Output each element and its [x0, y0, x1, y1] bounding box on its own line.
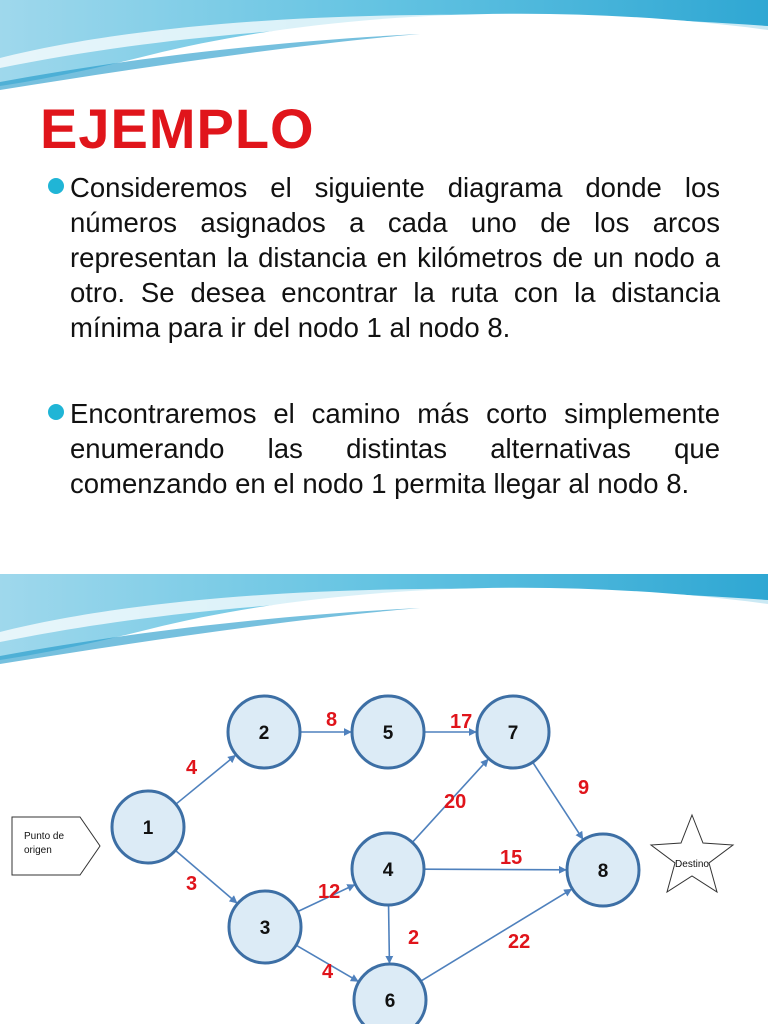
edge-weight-5-7: 17	[450, 711, 473, 733]
bullet-item-1	[48, 170, 720, 345]
edge-weight-4-7: 20	[444, 791, 467, 813]
node-4	[352, 833, 424, 905]
node-label-5: 5	[382, 723, 394, 744]
slide-title: EJEMPLO	[40, 97, 315, 160]
edge-weight-4-8: 15	[500, 847, 523, 869]
network-diagram	[0, 574, 768, 1024]
node-label-8: 8	[597, 861, 609, 882]
edge-weight-1-3: 3	[186, 873, 198, 895]
edge-weight-7-8: 9	[578, 777, 590, 799]
bullet-text-2: Encontraremos el camino más corto simplemente enumerando las distintas alternativas que comenzando en el nodo 1 permita llegar al nodo 8.	[70, 398, 720, 499]
edge-weight-2-5: 8	[326, 709, 338, 731]
node-8	[567, 834, 639, 906]
origin-label-line2: origen	[24, 845, 52, 856]
edge-weight-3-6: 4	[322, 961, 334, 983]
node-5	[352, 696, 424, 768]
origin-arrow-shape	[12, 817, 100, 875]
nodes-layer	[112, 696, 639, 1024]
node-label-3: 3	[259, 918, 271, 939]
edge-7-8	[533, 762, 583, 839]
edge-4-8	[424, 869, 566, 870]
destination-label: Destino	[675, 859, 709, 870]
edge-weight-6-8: 22	[508, 931, 531, 953]
edge-1-3	[175, 850, 237, 903]
node-3	[229, 891, 301, 963]
edge-weight-3-4: 12	[318, 881, 341, 903]
node-label-2: 2	[258, 723, 270, 744]
node-7	[477, 696, 549, 768]
edge-weight-4-6: 2	[408, 927, 420, 949]
edge-weight-1-2: 4	[186, 757, 198, 779]
node-2	[228, 696, 300, 768]
bullet-dot-icon	[48, 178, 64, 194]
node-1	[112, 791, 184, 863]
header-wave-decoration	[0, 0, 768, 90]
bullet-dot-icon	[48, 404, 64, 420]
origin-label-line1: Punto de	[24, 831, 65, 842]
slide-network-diagram	[0, 574, 768, 1024]
edge-1-2	[176, 755, 236, 804]
node-label-6: 6	[384, 991, 396, 1012]
bullet-text-1: Consideremos el siguiente diagrama donde los números asignados a cada uno de los arcos representan la distancia en kilómetros de un nodo a otro. Se desea encontrar la ruta con la distancia mínima para ir del nodo 1 al nodo 8.	[70, 172, 720, 343]
edge-4-6	[389, 905, 390, 963]
bullet-item-2	[48, 396, 720, 501]
edge-6-8	[421, 889, 572, 981]
node-label-7: 7	[507, 723, 519, 744]
node-label-4: 4	[382, 860, 394, 881]
destination-star-shape	[651, 815, 733, 892]
node-6	[354, 964, 426, 1024]
node-label-1: 1	[142, 818, 154, 839]
